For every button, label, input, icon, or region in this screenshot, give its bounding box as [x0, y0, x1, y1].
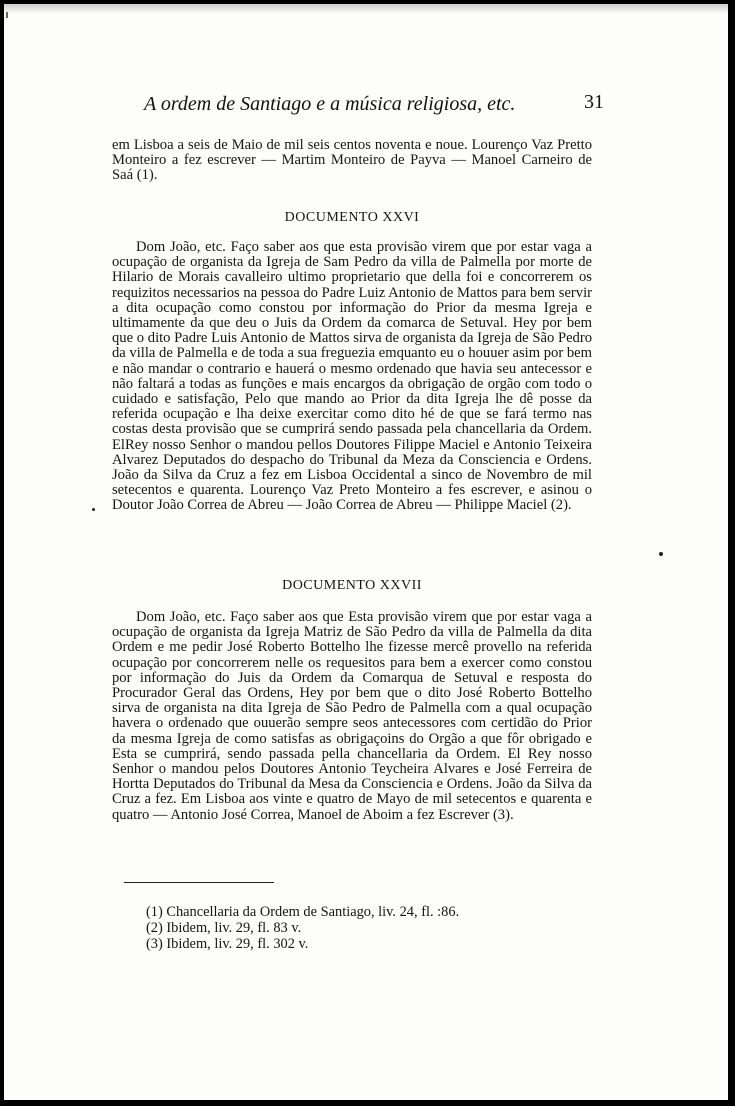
scan-mark [6, 12, 8, 18]
running-title: A ordem de Santiago e a música religiosa, etc. [144, 93, 516, 115]
continuation-paragraph: em Lisboa a seis de Maio de mil seis centos noventa e noue. Lourenço Vaz Pretto Monteiro a fez escrever — Martim Monteiro de Payva — Manoel Carneiro de Saá (1). [112, 137, 592, 184]
ink-speck [659, 552, 663, 556]
document-heading-xxvi: DOCUMENTO XXVI [284, 210, 420, 225]
footnotes [146, 904, 459, 952]
scanned-page [4, 4, 728, 1100]
ink-speck [92, 508, 95, 511]
document-body-xxvi: Dom João, etc. Faço saber aos que esta provisão virem que por estar vaga a ocupação de organista da Igreja de Sam Pedro da villa de Palmella por morte de Hilario de Morais cavalleiro ultimo proprietario que della foi e concorrerem os requizitos necessarios na pessoa do Padre Luiz Antonio de Mattos para bem servir a dita ocupação como constou por informação do Prior da mesma Igreja e ultimamente da que deu o Juis da Ordem da comarca de Setuval. Hey por bem que o dito Padre Luis Antonio de Mattos sirva de organista da Igreja de São Pedro da villa de Palmella e de toda a sua freguezia emquanto eu o houuer asim por bem e não mandar o contrario e hauerá o mesmo ordenado que havia seu antecessor e não faltará a todas as funções e mais encargos da obrigação de orgão com todo o cuidado e satisfação, Pelo que mando ao Prior da dita Igreja lhe dê posse da referida ocupação e lha deixe exercitar como dito hé de que se fará termo nas costas desta provisão que se cumprirá sendo passada pela chancellaria da Ordem. ElRey nosso Senhor o mandou pellos Doutores Filippe Maciel e Antonio Teixeira Alvarez Deputados do despacho do Tribunal da Meza da Consciencia e Ordens. João da Silva da Cruz a fez em Lisboa Occidental a sinco de Novembro de mil setecentos e quarenta. Lourenço Vaz Preto Monteiro a fes escrever, e asinou o Doutor João Correa de Abreu — João Correa de Abreu — Philippe Maciel (2). [112, 239, 592, 514]
scan-edge [4, 4, 728, 14]
footnote: (1) Chancellaria da Ordem de Santiago, liv. 24, fl. :86. [146, 904, 460, 920]
document-heading-xxvii: DOCUMENTO XXVII [282, 578, 422, 593]
page-number: 31 [584, 91, 604, 113]
footnote: (3) Ibidem, liv. 29, fl. 302 v. [146, 936, 309, 952]
document-body-xxvii: Dom João, etc. Faço saber aos que Esta provisão virem que por estar vaga a ocupação de organista da Igreja Matriz de São Pedro da villa de Palmella da dita Ordem e me pedir José Roberto Bottelho lhe fizesse mercê provello na referida ocupação por concorrerem nelle os requesitos para bem a exercer como constou por informação do Juis da Ordem da Comarqua de Setuval e resposta do Procurador Geral das Ordens, Hey por bem que o dito José Roberto Bottelho sirva de organista na dita Igreja de São Pedro de Palmella com a qual ocupação havera o ordenado que ouuerão sempre seos antecessores com certidão do Prior da mesma Igreja de como satisfas as obrigaçoins do Orgão a que fôr obrigado e Esta se cumprirá, sendo passada pella chancellaria da Ordem. El Rey nosso Senhor o mandou pelos Doutores Antonio Teycheira Alvares e José Ferreira de Hortta Deputados do Tribunal da Mesa da Consciencia e Ordens. João da Silva da Cruz a fez. Em Lisboa aos vinte e quatro de Mayo de mil setecentos e quarenta e quatro — Antonio José Correa, Manoel de Aboim a fez Escrever (3). [112, 609, 592, 823]
footnote: (2) Ibidem, liv. 29, fl. 83 v. [146, 920, 302, 936]
footnote-rule [124, 882, 274, 883]
